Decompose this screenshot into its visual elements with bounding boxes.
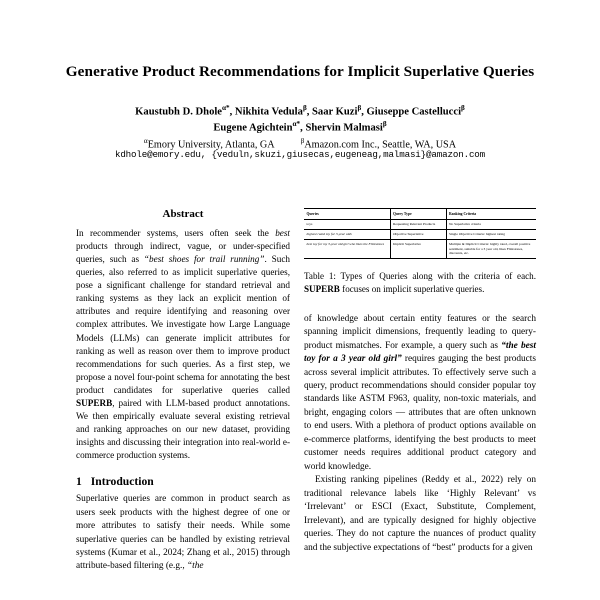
right-column bbox=[304, 208, 536, 555]
author-name: Eugene Agichtein bbox=[213, 122, 293, 134]
cell-query: toys bbox=[304, 220, 390, 230]
table-row bbox=[304, 240, 536, 259]
cell-ranking-criteria: No Superlative criteria bbox=[446, 220, 536, 230]
abstract-text: In recommender systems, users often seek the best products through indirect, vague, or under-specified queries, such as “best shoes for trail running”. Such queries, also referred to as implicit superlative queries, pose a significant challenge for standard retrieval and ranking systems as they lack an explicit mention of attributes and require identifying and reasoning over complex attributes. We investigate how Large Language Models (LLMs) can generate implicit attributes for ranking as well as reason over them to improve product recommendations for such queries. As a first step, we propose a novel four-point schema for annotating the best product candidates for superlative queries called SUPERB, paired with LLM-based product annotations. We then empirically evaluate several existing retrieval and ranking approaches on our new dataset, providing insights and discussing their integration into real-world e-commerce production systems. bbox=[76, 228, 291, 461]
column-header-ranking-criteria: Ranking Criteria bbox=[446, 209, 536, 220]
cell-ranking-criteria: Single Objective Criteria: highest rating bbox=[446, 230, 536, 240]
body-paragraph: Existing ranking pipelines (Reddy et al., 2022) rely on traditional relevance labels like ‘Highly Relevant’ vs ‘Irrelevant’ or ESCI (Exact, Substitute, Complement, Irrelevant), and are typically designed for highly objective queries. They do not capture the nuances of product quality and the subjective expectations of “best” products for a given bbox=[304, 475, 536, 553]
author-line-2: Eugene Agichtein$^{\alpha*}$, Shervin Malmasi$^\beta$ bbox=[213, 120, 387, 134]
table-row bbox=[304, 230, 536, 240]
author-name: Shervin Malmasi bbox=[305, 122, 383, 134]
author-affiliation-mark: β bbox=[302, 104, 307, 112]
author-affiliation-mark: α* bbox=[222, 104, 230, 112]
introduction-paragraph: Superlative queries are common in product search as users seek products with the highest degree of one or more attributes to satisfy their needs. While some superlative queries can be handled by existing retrieval systems (Kumar et al., 2024; Zhang et al., 2015) through attribute-based filtering (e.g., “the bbox=[76, 494, 290, 572]
table-row bbox=[304, 220, 536, 230]
column-header-query-type: Query Type bbox=[390, 209, 446, 220]
table-body bbox=[304, 220, 536, 259]
cell-query: highest rated toy for 3-year olds bbox=[304, 230, 390, 240]
table-1-caption: Table 1: Types of Queries along with the criteria of each. SUPERB focuses on implicit superlative queries. bbox=[304, 271, 536, 294]
author-name: Saar Kuzi bbox=[312, 106, 358, 118]
section-title: Introduction bbox=[90, 475, 154, 489]
authors-block bbox=[48, 104, 552, 136]
abstract-body bbox=[76, 227, 290, 462]
body-paragraph-continued: of knowledge about certain entity features or the search spanning implicit dimensions, frequently leading to query-product mismatches. For example, a query such as “the best toy for a 3 year old girl” requires gauging the best products across several implicit attributes. To effectively serve such a query, product recommendations should consider popular toy standards like ASTM F963, quality, non-toxic materials, and bright, engaging colors — attributes that are often unknown to end users. With a plethora of product options available on e-commerce platforms, identifying the best products to meet customer needs requires additional product category and world knowledge. bbox=[304, 313, 536, 472]
author-line-1: Kaustubh D. Dhole$^{\alpha*}$, Nikhita Vedula$^\beta$, Saar Kuzi$^\beta$, Giuseppe Castellucci$^\beta$ bbox=[135, 104, 465, 118]
query-types-table bbox=[304, 208, 536, 259]
author-emails: kdhole@emory.edu, {veduln,skuzi,giusecas,eugeneag,malmasi}@amazon.com bbox=[114, 149, 486, 160]
affiliation-mark-beta: β bbox=[300, 137, 305, 145]
affiliation-mark-alpha: α bbox=[143, 137, 148, 145]
section-number: 1 bbox=[76, 475, 82, 489]
table-1-wrapper bbox=[304, 208, 536, 296]
cell-ranking-criteria: Multiple & Implicit Criteria: highly rated, overall positive sentiment, suitable for a 3 year old, likes Flintstones, discounts, etc. bbox=[446, 240, 536, 259]
title-block bbox=[48, 62, 552, 81]
author-affiliation-mark: α* bbox=[292, 120, 301, 129]
affiliation-right: Amazon.com Inc., Seattle, WA, USA bbox=[304, 139, 457, 151]
cell-query-type: Objective Superlative bbox=[390, 230, 446, 240]
section-heading-introduction bbox=[76, 475, 290, 488]
author-affiliation-mark: β bbox=[357, 104, 362, 112]
affiliation-left: Emory University, Atlanta, GA bbox=[147, 139, 275, 151]
abstract-heading: Abstract bbox=[162, 208, 204, 220]
author-name: Kaustubh D. Dhole bbox=[135, 106, 223, 118]
column-header-queries: Queries bbox=[304, 209, 390, 220]
cell-query: best toy for my 3-year old girl who likes the Flintstones bbox=[304, 240, 390, 259]
left-column bbox=[76, 208, 290, 574]
page-title: Generative Product Recommendations for Implicit Superlative Queries bbox=[65, 63, 535, 80]
author-affiliation-mark: β bbox=[461, 104, 465, 112]
cell-query-type: Implicit Superlative bbox=[390, 240, 446, 259]
author-name: Giuseppe Castellucci bbox=[366, 106, 462, 118]
cell-query-type: Requesting Relevant Products bbox=[390, 220, 446, 230]
author-affiliation-mark: β bbox=[382, 120, 387, 129]
table-header-row bbox=[304, 209, 536, 220]
right-column-body bbox=[304, 313, 536, 555]
author-name: Nikhita Vedula bbox=[234, 106, 303, 118]
